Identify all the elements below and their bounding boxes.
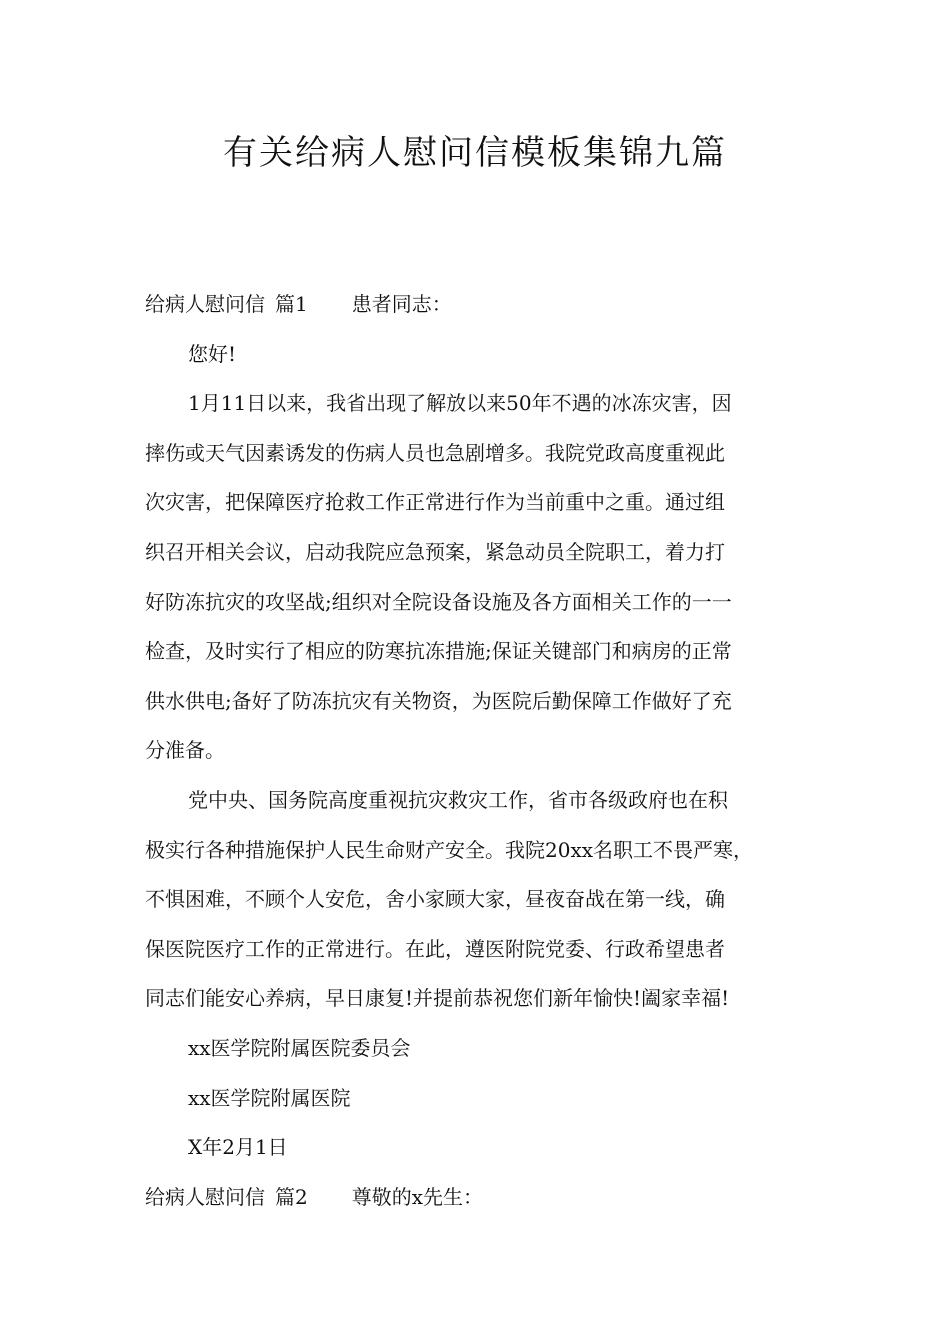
letter1-salutation: 患者同志： (351, 292, 452, 316)
paragraph-line: 好防冻抗灾的攻坚战;组织对全院设备设施及各方面相关工作的一一 (145, 589, 732, 614)
paragraph-line: 供水供电;备好了防冻抗灾有关物资，为医院后勤保障工作做好了充 (145, 688, 732, 713)
letter1-heading (145, 280, 810, 330)
document-body (145, 280, 810, 1222)
letter1-paragraph1 (145, 379, 810, 776)
letter2-heading-label: 给病人慰问信 (145, 1184, 265, 1209)
letter1-greeting: 您好! (188, 341, 237, 366)
paragraph-line: 次灾害，把保障医疗抢救工作正常进行作为当前重中之重。通过组 (145, 490, 725, 515)
letter2-heading-number: 篇2 (275, 1184, 308, 1209)
document-title: 有关给病人慰问信模板集锦九篇 (223, 133, 727, 173)
letter2-heading (145, 1173, 810, 1223)
letter2-salutation: 尊敬的x先生： (351, 1184, 484, 1209)
paragraph-line: 检查，及时实行了相应的防寒抗冻措施;保证关键部门和病房的正常 (145, 639, 732, 664)
paragraph-line: 党中央、国务院高度重视抗灾救灾工作，省市各级政府也在积 (188, 787, 728, 812)
paragraph-line: 1月11日以来，我省出现了解放以来50年不遇的冰冻灾害，因 (188, 391, 732, 416)
letter1-heading-label: 给病人慰问信 (145, 292, 265, 316)
paragraph-line: 摔伤或天气因素诱发的伤病人员也急剧增多。我院党政高度重视此 (145, 440, 725, 465)
letter1-heading-number: 篇1 (275, 292, 308, 316)
letter-date: X年2月1日 (188, 1135, 288, 1160)
paragraph-line: 织召开相关会议，启动我院应急预案，紧急动员全院职工，着力打 (145, 539, 725, 564)
signature-hospital: xx医学院附属医院 (188, 1085, 351, 1110)
paragraph-line: 不惧困难，不顾个人安危，舍小家顾大家，昼夜奋战在第一线，确 (145, 887, 725, 912)
signature-committee: xx医学院附属医院委员会 (188, 1035, 411, 1060)
paragraph-line: 保医院医疗工作的正常进行。在此，遵医附院党委、行政希望患者 (145, 936, 725, 961)
paragraph-line: 分准备。 (145, 738, 225, 763)
letter1-paragraph2 (145, 776, 810, 1024)
paragraph-line: 极实行各种措施保护人民生命财产安全。我院20xx名职工不畏严寒， (145, 837, 754, 862)
paragraph-line: 同志们能安心养病，早日康复!并提前恭祝您们新年愉快!阖家幸福! (145, 986, 730, 1011)
